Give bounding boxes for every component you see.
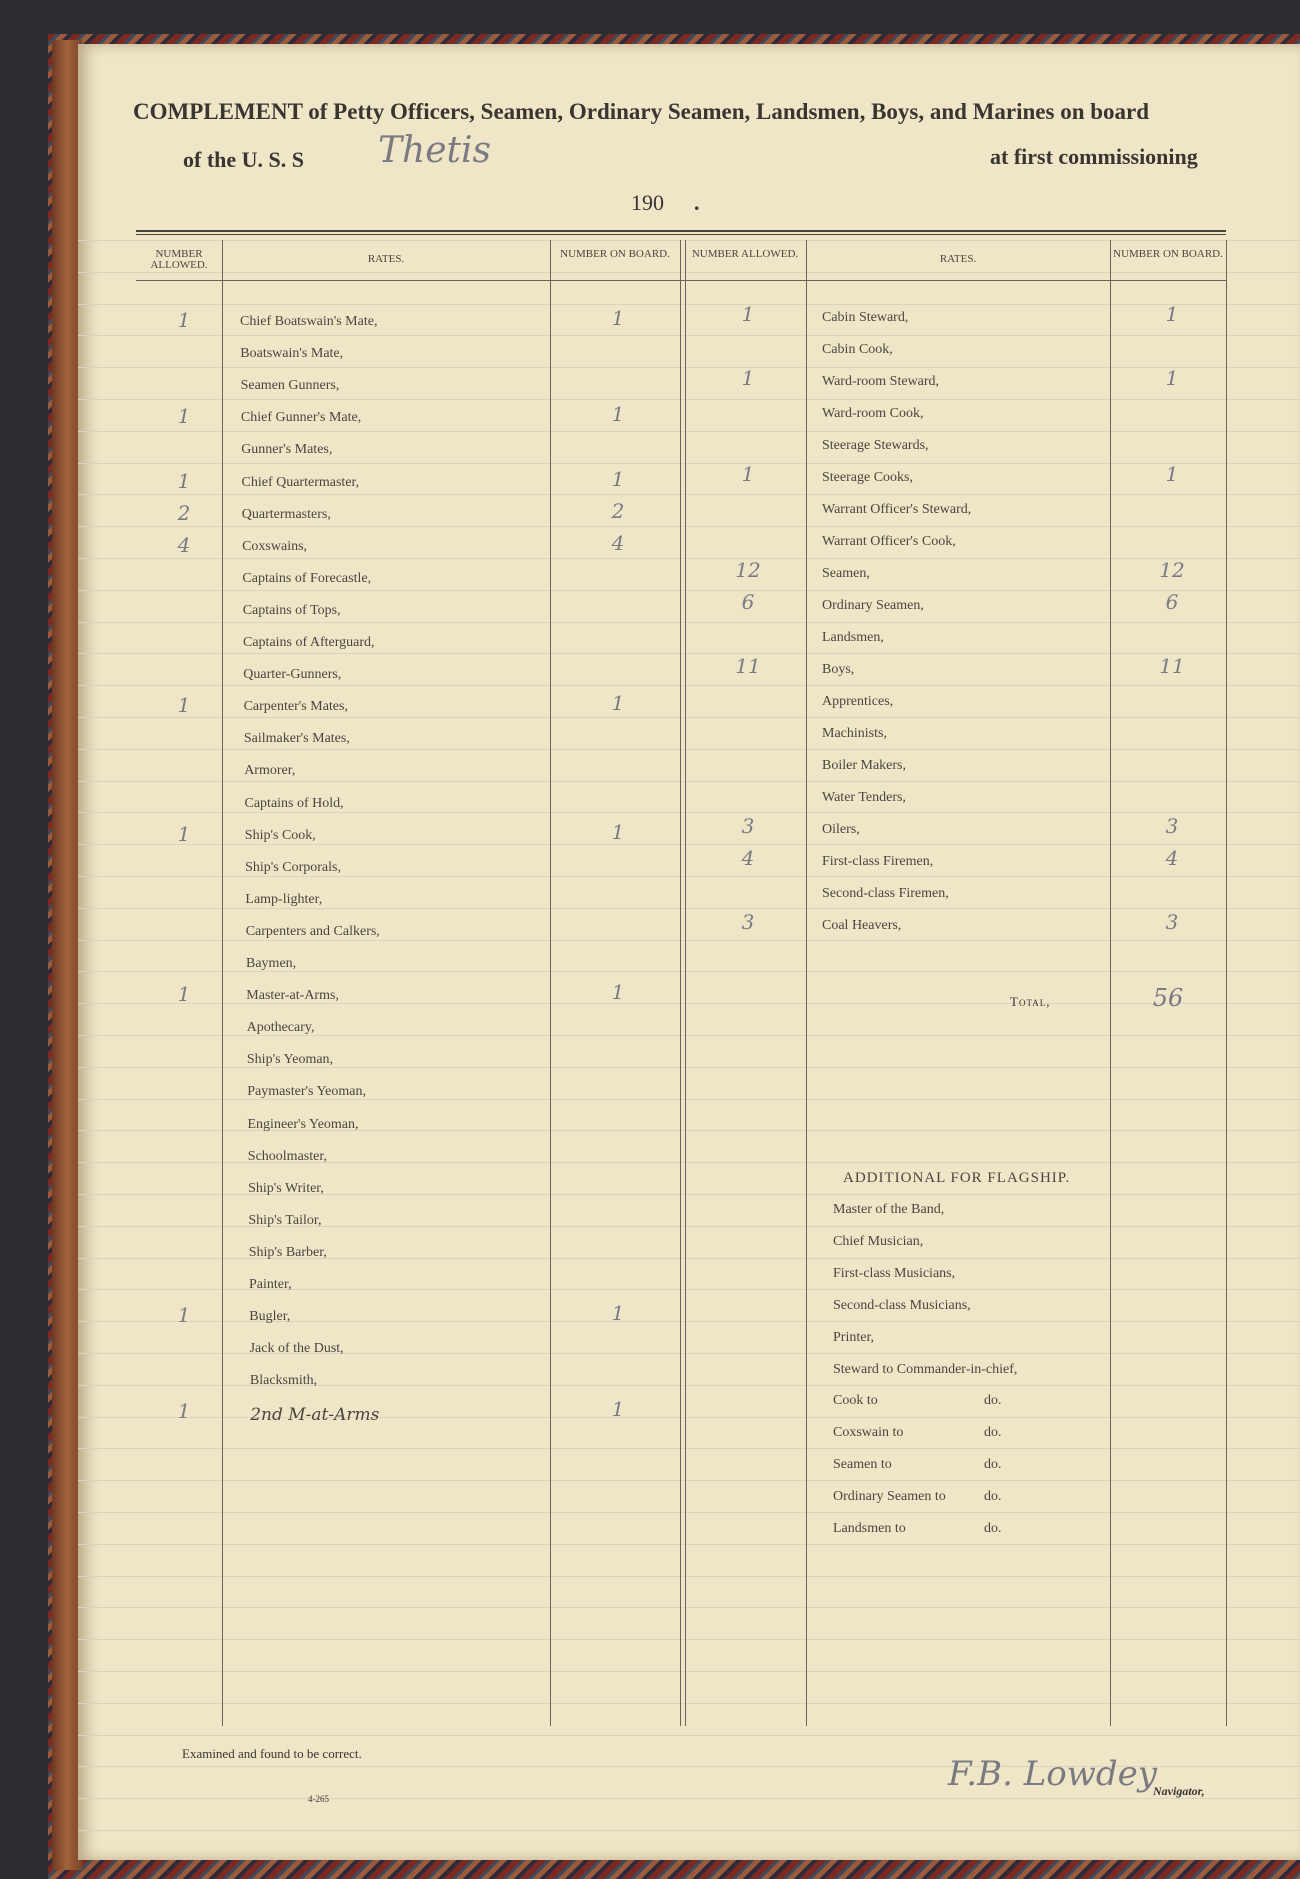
- rate-label: Carpenters and Calkers,: [245, 923, 380, 939]
- ruled-line: [78, 717, 1300, 718]
- rate-label: Coxswains,: [242, 538, 308, 554]
- ruled-line: [78, 1448, 1300, 1449]
- ruled-line: [78, 431, 1300, 432]
- rate-label: Cabin Steward,: [822, 310, 909, 325]
- rate-label: Captains of Hold,: [244, 795, 344, 811]
- year: 190 .: [631, 190, 700, 215]
- rate-label: Machinists,: [822, 726, 887, 741]
- col-divider: [222, 240, 223, 1726]
- ruled-line: [78, 335, 1300, 336]
- ruled-line: [78, 781, 1300, 782]
- rate-label: Quartermasters,: [241, 506, 331, 522]
- ditto-mark: do.: [984, 1521, 1002, 1536]
- ruled-line: [78, 1576, 1300, 1577]
- ruled-line: [78, 367, 1300, 368]
- flagship-heading: ADDITIONAL FOR FLAGSHIP.: [843, 1170, 1071, 1186]
- commissioning-label: at first commissioning: [990, 144, 1198, 169]
- rate-label: Gunner's Mates,: [241, 442, 333, 458]
- ruled-line: [78, 1798, 1300, 1799]
- ruled-line: [78, 1607, 1300, 1608]
- ruled-line: [78, 590, 1300, 591]
- rate-label: Paymaster's Yeoman,: [247, 1084, 366, 1100]
- on-board-value: 2: [611, 498, 625, 523]
- rate-label: Jack of the Dust,: [249, 1341, 344, 1357]
- rate-label: Ship's Tailor,: [248, 1212, 322, 1228]
- ruled-line: [78, 908, 1300, 909]
- flagship-rate-label: Printer,: [833, 1329, 875, 1345]
- rate-label: Ship's Yeoman,: [246, 1052, 334, 1068]
- ruled-line: [78, 685, 1300, 686]
- rate-label: Chief Boatswain's Mate,: [240, 314, 378, 329]
- rate-label: Quarter-Gunners,: [243, 667, 342, 683]
- allowed-value: 1: [741, 302, 755, 326]
- flagship-rate-label: Cook to: [833, 1393, 878, 1409]
- ruled-line: [78, 1480, 1300, 1481]
- on-board-value: 1: [611, 402, 625, 427]
- header-rates-left: RATES.: [367, 253, 405, 265]
- total-label: Total,: [1010, 994, 1051, 1009]
- col-divider: [1226, 240, 1227, 1726]
- rate-label: Bugler,: [249, 1309, 291, 1325]
- rate-label: Coal Heavers,: [822, 918, 902, 933]
- allowed-value: 2: [177, 500, 191, 525]
- flagship-rate-label: Master of the Band,: [833, 1202, 945, 1217]
- rate-label: Ship's Cook,: [244, 827, 316, 843]
- rate-label: Steerage Cooks,: [822, 470, 913, 485]
- table-top-rule: [136, 230, 1226, 232]
- col-divider: [1110, 240, 1111, 1726]
- header-rates-right: RATES.: [939, 253, 977, 265]
- allowed-value: 4: [177, 532, 191, 557]
- ruled-line: [78, 463, 1300, 464]
- on-board-value: 3: [1165, 814, 1179, 838]
- allowed-value: 11: [735, 654, 761, 678]
- ship-label: of the U. S. S: [183, 147, 305, 172]
- on-board-value: 1: [611, 691, 625, 716]
- rate-label: Ship's Writer,: [248, 1180, 324, 1196]
- allowed-value: 1: [177, 308, 191, 332]
- header-on-board-left: NUMBER ON BOARD.: [560, 248, 670, 260]
- ruled-line: [78, 844, 1300, 845]
- ruled-line: [78, 1512, 1300, 1513]
- rate-label: Captains of Afterguard,: [243, 635, 375, 650]
- center-divider: [680, 240, 686, 1726]
- allowed-value: 1: [177, 693, 191, 718]
- navigator-signature: F.B. Lowdey: [948, 1754, 1157, 1794]
- on-board-value: 1: [1165, 302, 1179, 326]
- ditto-mark: do.: [984, 1393, 1002, 1409]
- on-board-value: 1: [1165, 462, 1179, 486]
- allowed-value: 1: [177, 1303, 191, 1328]
- ruled-line: [78, 1830, 1300, 1831]
- allowed-value: 4: [741, 846, 755, 870]
- ditto-mark: do.: [984, 1457, 1002, 1473]
- flagship-rate-label: Seamen to: [833, 1457, 892, 1473]
- rate-label: Apprentices,: [822, 694, 894, 709]
- ruled-line: [78, 1639, 1300, 1640]
- on-board-value: 1: [611, 1397, 625, 1422]
- rate-label: Apothecary,: [246, 1020, 315, 1036]
- ruled-line: [78, 304, 1300, 305]
- rate-label: Ward-room Steward,: [822, 374, 940, 389]
- allowed-value: 1: [177, 404, 191, 429]
- ruled-line: [78, 494, 1300, 495]
- ship-name: Thetis: [378, 130, 491, 171]
- rate-label: Landsmen,: [822, 630, 884, 645]
- allowed-value: 6: [741, 590, 755, 614]
- rate-label: Cabin Cook,: [822, 342, 893, 357]
- allowed-value: 1: [177, 468, 191, 493]
- allowed-value: 12: [735, 558, 761, 582]
- allowed-value: 1: [177, 982, 191, 1007]
- ruled-line: [78, 1735, 1300, 1736]
- examined-note: Examined and found to be correct.: [182, 1746, 362, 1761]
- on-board-value: 12: [1159, 558, 1185, 582]
- rate-label: Ship's Barber,: [248, 1244, 327, 1260]
- ruled-line: [78, 653, 1300, 654]
- form-number: 4-265: [308, 1794, 329, 1804]
- on-board-value: 1: [611, 1301, 625, 1326]
- col-divider: [550, 240, 551, 1726]
- rate-label: Seamen Gunners,: [240, 378, 340, 394]
- rate-label: Warrant Officer's Steward,: [822, 502, 972, 517]
- on-board-value: 1: [1165, 366, 1179, 390]
- on-board-value: 11: [1159, 654, 1185, 678]
- rate-label: First-class Firemen,: [822, 854, 934, 869]
- table-top-rule-2: [136, 234, 1226, 235]
- rate-label: Captains of Tops,: [242, 602, 341, 618]
- rate-label: Armorer,: [244, 763, 296, 779]
- rate-label: Boiler Makers,: [822, 758, 906, 773]
- rate-label: Ship's Corporals,: [245, 859, 341, 875]
- rate-label: Oilers,: [822, 822, 860, 837]
- rate-label: Boatswain's Mate,: [240, 346, 344, 362]
- ruled-line: [78, 240, 1300, 241]
- ledger-page: [78, 44, 1300, 1860]
- ruled-line: [78, 1671, 1300, 1672]
- rate-label: Boys,: [822, 662, 855, 677]
- ditto-mark: do.: [984, 1489, 1002, 1505]
- flagship-rate-label: Second-class Musicians,: [833, 1297, 971, 1313]
- rate-label: Painter,: [249, 1277, 292, 1292]
- allowed-value: 1: [177, 1399, 191, 1424]
- allowed-value: 1: [741, 462, 755, 486]
- ruled-line: [78, 272, 1300, 273]
- rate-label: Engineer's Yeoman,: [247, 1116, 359, 1132]
- rate-label: Captains of Forecastle,: [242, 570, 372, 586]
- header-on-board-right: NUMBER ON BOARD.: [1113, 248, 1223, 260]
- flagship-rate-label: Chief Musician,: [833, 1233, 924, 1249]
- rate-label: Steerage Stewards,: [822, 438, 929, 453]
- on-board-value: 3: [1165, 910, 1179, 934]
- rate-label: Baymen,: [246, 956, 297, 971]
- ditto-mark: do.: [984, 1425, 1002, 1441]
- rate-label: Master-at-Arms,: [246, 988, 339, 1004]
- rate-label: Chief Gunner's Mate,: [240, 410, 362, 426]
- rate-label: Chief Quartermaster,: [241, 474, 360, 490]
- ruled-line: [78, 812, 1300, 813]
- rate-label: 2nd M-at-Arms: [250, 1405, 380, 1426]
- page-title: COMPLEMENT of Petty Officers, Seamen, Ordinary Seamen, Landsmen, Boys, and Marines on board: [133, 99, 1150, 124]
- col-divider: [806, 240, 807, 1726]
- rate-label: Seamen,: [822, 566, 870, 581]
- header-bottom-rule: [136, 280, 1226, 281]
- flagship-rate-label: Ordinary Seamen to: [833, 1489, 946, 1505]
- on-board-value: 1: [611, 980, 625, 1005]
- ruled-line: [78, 399, 1300, 400]
- flagship-rate-label: Steward to Commander-in-chief,: [833, 1361, 1018, 1377]
- ruled-line: [78, 622, 1300, 623]
- allowed-value: 1: [741, 366, 755, 390]
- ruled-line: [78, 558, 1300, 559]
- rate-label: Blacksmith,: [249, 1373, 318, 1389]
- rate-label: Carpenter's Mates,: [243, 699, 348, 715]
- rate-label: Water Tenders,: [822, 790, 906, 805]
- rate-label: Schoolmaster,: [247, 1148, 327, 1164]
- allowed-value: 1: [177, 821, 191, 846]
- header-number-allowed-left: NUMBER ALLOWED.: [150, 248, 208, 271]
- on-board-value: 1: [611, 819, 625, 844]
- on-board-value: 4: [611, 530, 625, 555]
- flagship-rate-label: Landsmen to: [833, 1521, 906, 1536]
- rate-label: Ward-room Cook,: [822, 406, 924, 421]
- on-board-value: 1: [611, 466, 625, 491]
- ruled-line: [78, 1703, 1300, 1704]
- header-number-allowed-right: NUMBER ALLOWED.: [691, 248, 799, 260]
- rate-label: Lamp-lighter,: [245, 891, 323, 907]
- navigator-label: Navigator,: [1153, 1784, 1205, 1798]
- flagship-rate-label: First-class Musicians,: [833, 1265, 956, 1281]
- rate-label: Second-class Firemen,: [822, 886, 949, 901]
- ruled-line: [78, 526, 1300, 527]
- rate-label: Warrant Officer's Cook,: [822, 534, 956, 549]
- ruled-line: [78, 876, 1300, 877]
- rate-label: Sailmaker's Mates,: [243, 731, 350, 747]
- ruled-line: [78, 1544, 1300, 1545]
- on-board-value: 4: [1165, 846, 1179, 870]
- flagship-rate-label: Coxswain to: [833, 1425, 904, 1441]
- total-on-board: 56: [1152, 984, 1184, 1012]
- on-board-value: 6: [1165, 590, 1179, 614]
- rate-label: Ordinary Seamen,: [822, 598, 924, 613]
- on-board-value: 1: [611, 306, 625, 330]
- ruled-line: [78, 749, 1300, 750]
- allowed-value: 3: [741, 910, 755, 934]
- allowed-value: 3: [741, 814, 755, 838]
